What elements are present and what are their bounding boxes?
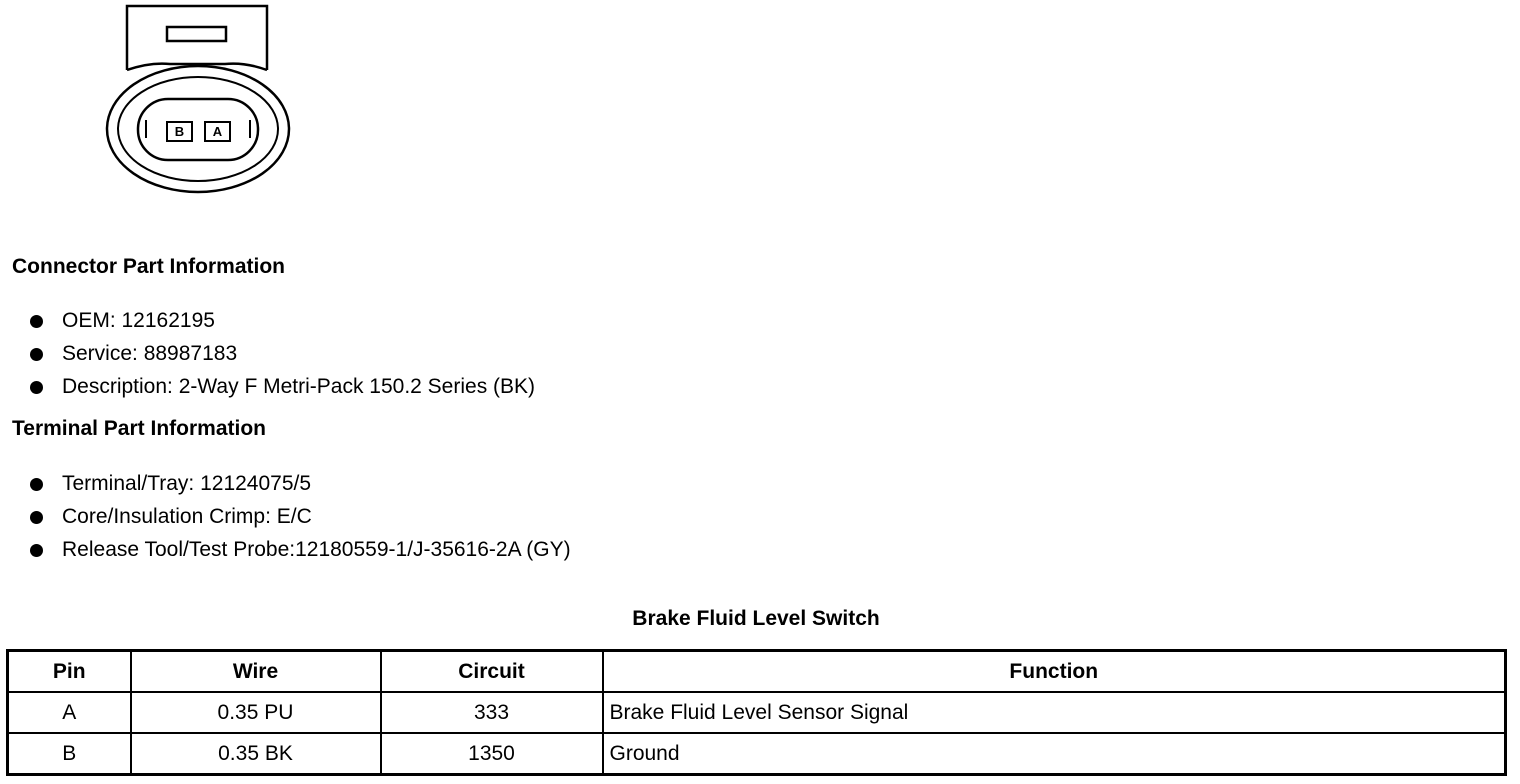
list-item: [30, 538, 571, 571]
list-item: [30, 342, 535, 375]
connector-face-diagram: [100, 0, 300, 200]
list-item-text: Description: 2-Way F Metri-Pack 150.2 Series (BK): [62, 375, 536, 398]
header-function: Function: [603, 651, 1506, 693]
cell-circuit: 1350: [381, 733, 603, 775]
bullet-icon: [30, 381, 43, 394]
bullet-icon: [30, 348, 43, 361]
pin-table: [6, 649, 1507, 776]
connector-part-info-list: [30, 309, 535, 408]
terminal-part-info-heading: Terminal Part Information: [12, 417, 266, 440]
list-item-text: Release Tool/Test Probe:12180559-1/J-35616-2A (GY): [62, 538, 571, 561]
list-item-text: Terminal/Tray: 12124075/5: [62, 472, 312, 495]
connector-latch-housing: [127, 6, 267, 70]
connector-body-inner: [118, 77, 278, 181]
connector-part-info-heading: Connector Part Information: [12, 255, 286, 278]
cell-circuit: 333: [381, 692, 603, 733]
bullet-icon: [30, 478, 43, 491]
list-item: [30, 375, 535, 408]
cell-function: Brake Fluid Level Sensor Signal: [603, 692, 1506, 733]
bullet-icon: [30, 544, 43, 557]
list-item-text: Core/Insulation Crimp: E/C: [62, 505, 312, 528]
header-pin: Pin: [8, 651, 131, 693]
connector-body-outer: [107, 66, 289, 192]
cell-pin: A: [8, 692, 131, 733]
table-row: [8, 692, 1506, 733]
table-row: [8, 733, 1506, 775]
connector-cavity: [138, 99, 258, 160]
pin-label-a: A: [212, 124, 223, 139]
pin-label-b: B: [174, 124, 185, 139]
list-item: [30, 309, 535, 342]
connector-latch-slot: [167, 27, 226, 41]
list-item-text: Service: 88987183: [62, 342, 238, 365]
list-item: [30, 505, 571, 538]
bullet-icon: [30, 315, 43, 328]
terminal-part-info-list: [30, 472, 571, 571]
cell-pin: B: [8, 733, 131, 775]
cell-wire: 0.35 PU: [131, 692, 381, 733]
cell-function: Ground: [603, 733, 1506, 775]
pin-table-title: Brake Fluid Level Switch: [632, 607, 880, 630]
header-circuit: Circuit: [381, 651, 603, 693]
bullet-icon: [30, 511, 43, 524]
cell-wire: 0.35 BK: [131, 733, 381, 775]
table-header-row: [8, 651, 1506, 693]
list-item-text: OEM: 12162195: [62, 309, 215, 332]
list-item: [30, 472, 571, 505]
header-wire: Wire: [131, 651, 381, 693]
